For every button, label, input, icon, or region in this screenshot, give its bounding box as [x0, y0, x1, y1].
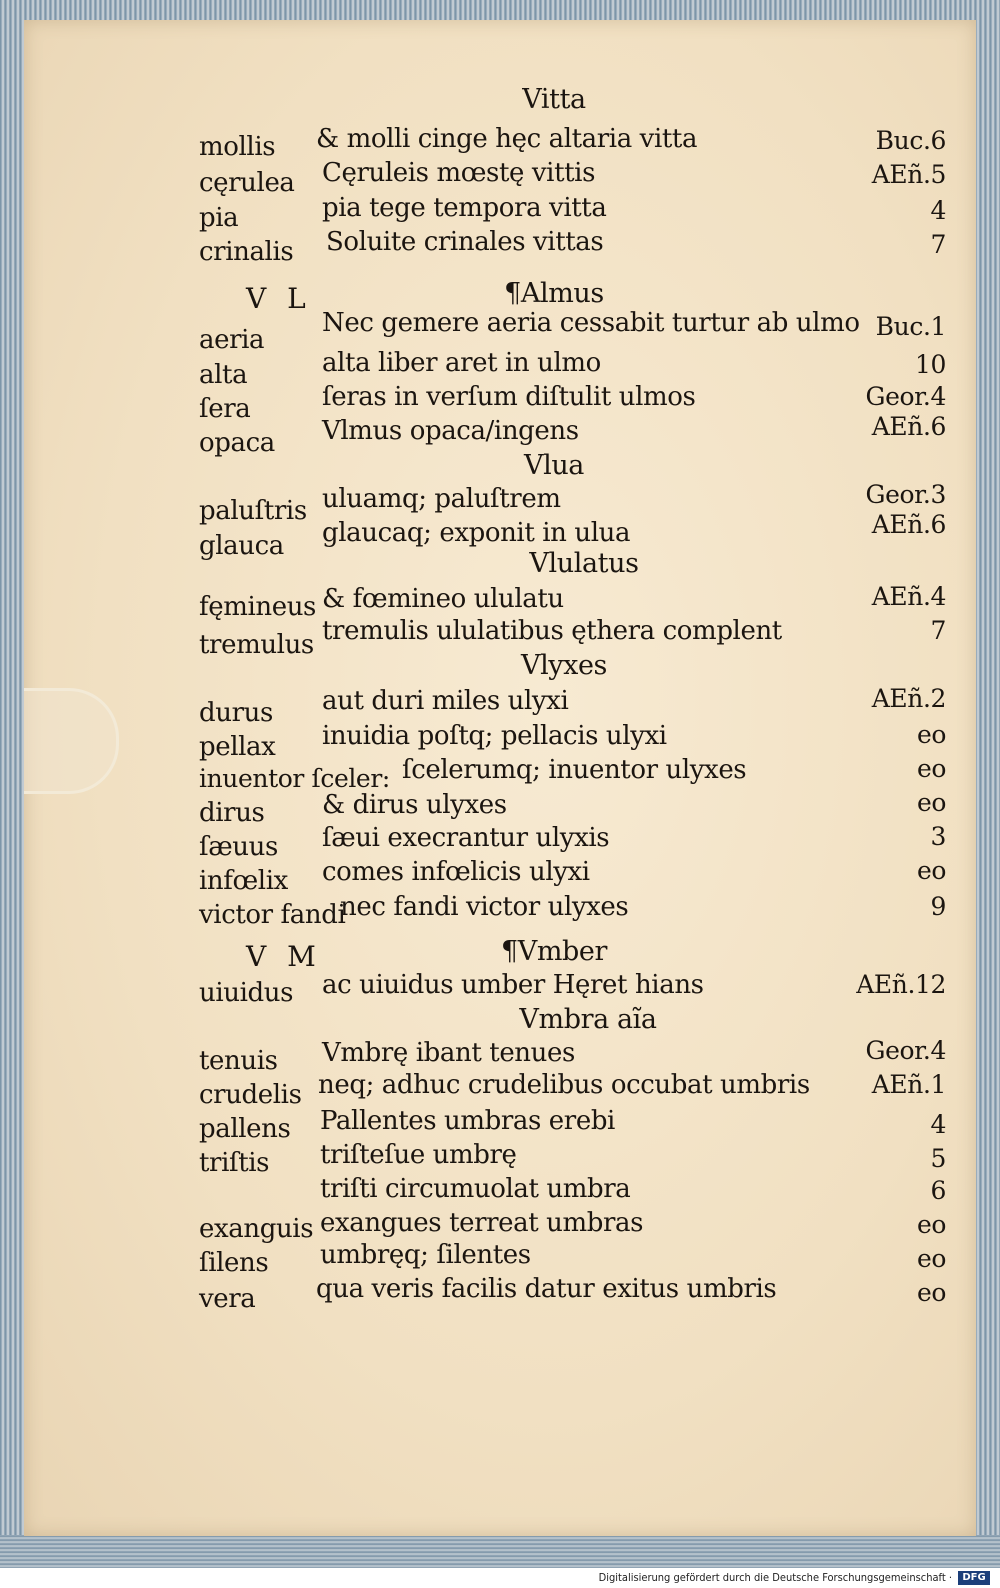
entry-ref: AEñ.4: [871, 582, 946, 611]
entry-word: triſtis: [199, 1148, 270, 1178]
entry-ref: AEñ.12: [856, 970, 946, 999]
entry-word: inuentor ſceler:: [199, 764, 390, 793]
entry-word: exanguis: [199, 1214, 314, 1244]
section-heading: Vlua: [523, 450, 585, 481]
entry-word: vera: [199, 1284, 256, 1314]
entry-verse: Vmbrę ibant tenues: [322, 1038, 575, 1068]
entry-word: mollis: [199, 132, 276, 162]
entry-verse: & molli cinge hęc altaria vitta: [316, 124, 698, 154]
entry-verse: Pallentes umbras erebi: [320, 1106, 615, 1136]
entry-verse: triſteſue umbrę: [320, 1140, 517, 1170]
dfg-logo: DFG: [958, 1571, 990, 1585]
entry-verse: uluamq; paluſtrem: [322, 484, 561, 514]
section-heading: Vmbra aĩa: [519, 1004, 657, 1035]
entry-verse: inuidia poſtq; pellacis ulyxi: [322, 721, 667, 751]
entry-verse: pia tege tempora vitta: [322, 193, 607, 223]
section-heading: Vitta: [522, 84, 586, 115]
entry-word: uiuidus: [199, 978, 294, 1008]
entry-verse: Vlmus opaca/ingens: [322, 416, 579, 446]
section-heading: ¶Vmber: [500, 936, 608, 967]
entry-word: pia: [199, 203, 239, 233]
entry-word: pellax: [199, 732, 276, 762]
entry-verse: ſeras in verſum diſtulit ulmos: [322, 382, 696, 412]
entry-ref: 10: [914, 350, 946, 379]
entry-ref: AEñ.5: [871, 160, 946, 189]
entry-ref: eo: [916, 856, 946, 885]
entry-ref: AEñ.1: [871, 1070, 946, 1099]
entry-verse: ac uiuidus umber Hęret hians: [322, 970, 704, 1000]
entry-ref: Buc.1: [875, 312, 946, 341]
entry-ref: 7: [930, 230, 946, 259]
entry-ref: eo: [916, 1210, 946, 1239]
entry-word: tremulus: [199, 630, 314, 660]
entry-ref: Geor.4: [865, 382, 946, 411]
entry-word: alta: [199, 360, 248, 390]
entry-ref: 7: [930, 616, 946, 645]
funding-credit: Digitalisierung gefördert durch die Deutsche Forschungsgemeinschaft ·: [598, 1571, 952, 1584]
entry-word: infœlix: [199, 866, 288, 896]
entry-word: opaca: [199, 428, 275, 458]
entry-ref: Geor.4: [865, 1036, 946, 1065]
entry-verse: alta liber aret in ulmo: [322, 348, 601, 378]
entry-verse: Soluite crinales vittas: [326, 227, 604, 257]
entry-ref: 5: [930, 1144, 946, 1173]
page: [24, 20, 976, 1536]
entry-word: glauca: [199, 531, 284, 561]
entry-word: durus: [199, 698, 273, 728]
entry-verse: aut duri miles ulyxi: [322, 686, 569, 716]
entry-word: fęmineus: [199, 592, 316, 622]
bookmark-clip: [24, 688, 119, 794]
entry-word: ſilens: [199, 1248, 269, 1278]
entry-verse: glaucaq; exponit in ulua: [322, 518, 631, 548]
entry-ref: 4: [930, 1110, 946, 1139]
entry-word: tenuis: [199, 1046, 278, 1076]
section-heading: Vlulatus: [529, 548, 639, 579]
entry-ref: Geor.3: [865, 480, 946, 509]
entry-verse: Cęruleis mœstę vittis: [322, 158, 596, 188]
entry-verse: nec fandi victor ulyxes: [340, 892, 629, 922]
entry-ref: 6: [930, 1176, 946, 1205]
entry-verse: qua veris facilis datur exitus umbris: [316, 1274, 777, 1304]
entry-verse: & fœmineo ululatu: [322, 584, 564, 614]
entry-verse: umbręq; ſilentes: [320, 1240, 531, 1270]
entry-ref: eo: [916, 1244, 946, 1273]
entry-word: dirus: [199, 798, 265, 828]
entry-ref: AEñ.6: [871, 412, 946, 441]
entry-ref: 4: [930, 196, 946, 225]
section-heading: ¶Almus: [504, 278, 604, 309]
section-heading: Vlyxes: [520, 650, 608, 681]
entry-ref: eo: [916, 788, 946, 817]
section-letters: V M: [246, 940, 322, 973]
entry-word: ſera: [199, 394, 251, 424]
book-edge-bottom: [0, 1535, 1000, 1568]
footer-bar: [0, 1568, 1000, 1588]
entry-word: crinalis: [199, 237, 294, 267]
entry-ref: 9: [930, 892, 946, 921]
entry-ref: eo: [916, 720, 946, 749]
entry-word: cęrulea: [199, 168, 295, 198]
entry-word: paluſtris: [199, 496, 307, 526]
entry-verse: comes infœlicis ulyxi: [322, 857, 590, 887]
entry-verse: neq; adhuc crudelibus occubat umbris: [318, 1070, 810, 1100]
entry-ref: eo: [916, 754, 946, 783]
entry-word: ſæuus: [199, 832, 278, 862]
entry-verse: Nec gemere aeria cessabit turtur ab ulmo: [322, 308, 860, 338]
entry-word: aeria: [199, 325, 265, 355]
entry-verse: & dirus ulyxes: [322, 790, 507, 820]
section-letters: V L: [246, 282, 312, 315]
entry-verse: exangues terreat umbras: [320, 1208, 644, 1238]
entry-verse: tremulis ululatibus ęthera complent: [322, 616, 782, 646]
entry-ref: AEñ.6: [871, 510, 946, 539]
entry-ref: eo: [916, 1278, 946, 1307]
entry-verse: ſcelerumq; inuentor ulyxes: [402, 755, 747, 785]
entry-verse: triſti circumuolat umbra: [320, 1174, 631, 1204]
entry-ref: AEñ.2: [871, 684, 946, 713]
entry-verse: ſæui execrantur ulyxis: [322, 823, 610, 853]
entry-word: crudelis: [199, 1080, 302, 1110]
entry-word: victor fandi: [199, 900, 346, 930]
entry-ref: 3: [930, 822, 946, 851]
entry-word: pallens: [199, 1114, 291, 1144]
entry-ref: Buc.6: [875, 126, 946, 155]
